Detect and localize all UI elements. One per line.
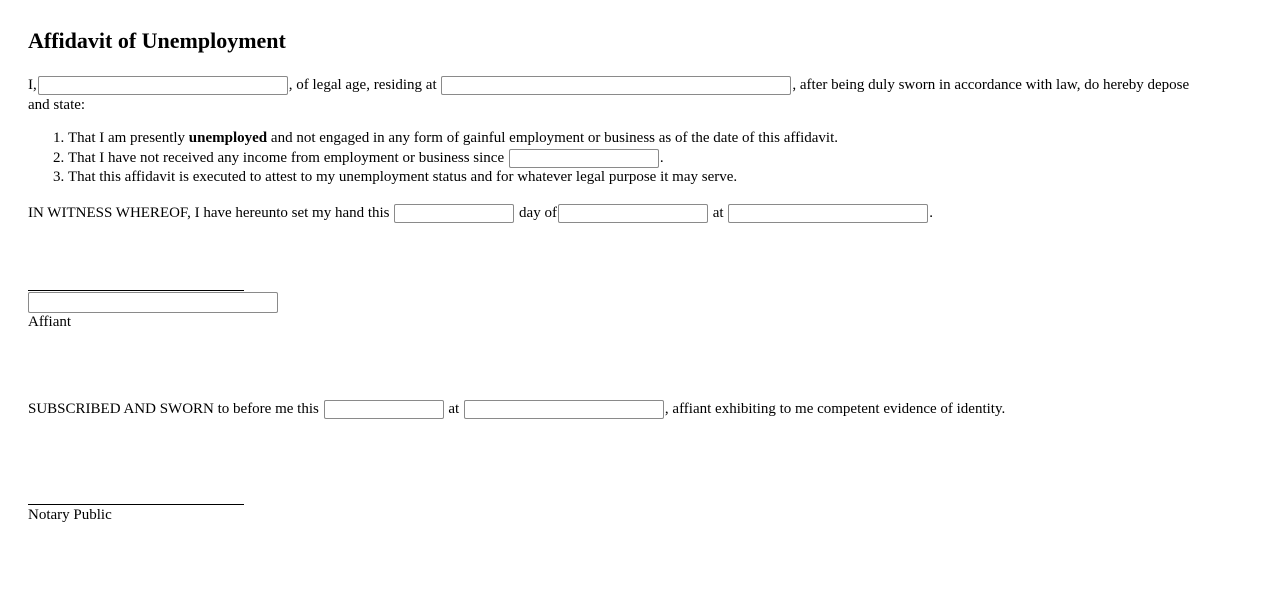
sworn-line — [28, 400, 1005, 419]
list-item — [68, 129, 838, 149]
item-1-after: and not engaged in any form of gainful employment or business as of the date of this affidavit. — [267, 130, 838, 146]
witness-prefix: IN WITNESS WHEREOF, I have hereunto set my hand this — [28, 205, 390, 221]
item-2-after: . — [659, 149, 664, 166]
affiant-label: Affiant — [28, 314, 72, 330]
statements-list — [28, 129, 838, 188]
intro-after-name: , of legal age, residing at — [288, 77, 437, 93]
notary-signature-line — [28, 504, 244, 505]
intro-continuation-line — [28, 96, 85, 114]
sworn-suffix: , affiant exhibiting to me competent evidence of identity. — [664, 401, 1006, 417]
affiant-signature-input[interactable] — [28, 292, 278, 313]
intro-continuation: and state: — [28, 97, 86, 113]
item-3-text: That this affidavit is executed to attest to my unemployment status and for whatever legal purpose it may serve. — [68, 169, 738, 185]
intro-line — [28, 76, 1189, 95]
address-input[interactable] — [441, 76, 791, 95]
page-title: Affidavit of Unemployment — [28, 28, 286, 53]
item-2-before: That I have not received any income from employment or business since — [68, 149, 505, 166]
witness-line — [28, 204, 933, 223]
sworn-place-input[interactable] — [464, 400, 664, 419]
intro-prefix: I, — [28, 77, 37, 93]
witness-day-of: day of — [519, 205, 557, 221]
notary-label-row — [28, 506, 112, 524]
sworn-at: at — [448, 401, 460, 417]
sworn-date-input[interactable] — [324, 400, 444, 419]
list-item — [68, 168, 838, 188]
witness-at: at — [712, 205, 724, 221]
intro-after-address: , after being duly sworn in accordance with law, do hereby depose — [792, 77, 1190, 93]
item-1-before: That I am presently — [68, 130, 189, 146]
affiant-signature-line — [28, 290, 244, 291]
witness-place-input[interactable] — [728, 204, 928, 223]
sworn-prefix: SUBSCRIBED AND SWORN to before me this — [28, 401, 319, 417]
affiant-signature-row — [28, 292, 279, 313]
affiant-label-row — [28, 313, 71, 331]
witness-day-input[interactable] — [394, 204, 514, 223]
since-date-input[interactable] — [509, 149, 659, 168]
name-input[interactable] — [38, 76, 288, 95]
list-item — [68, 149, 838, 169]
notary-label: Notary Public — [28, 507, 112, 523]
witness-month-input[interactable] — [558, 204, 708, 223]
item-1-bold: unemployed — [188, 130, 268, 146]
witness-end: . — [929, 205, 934, 221]
